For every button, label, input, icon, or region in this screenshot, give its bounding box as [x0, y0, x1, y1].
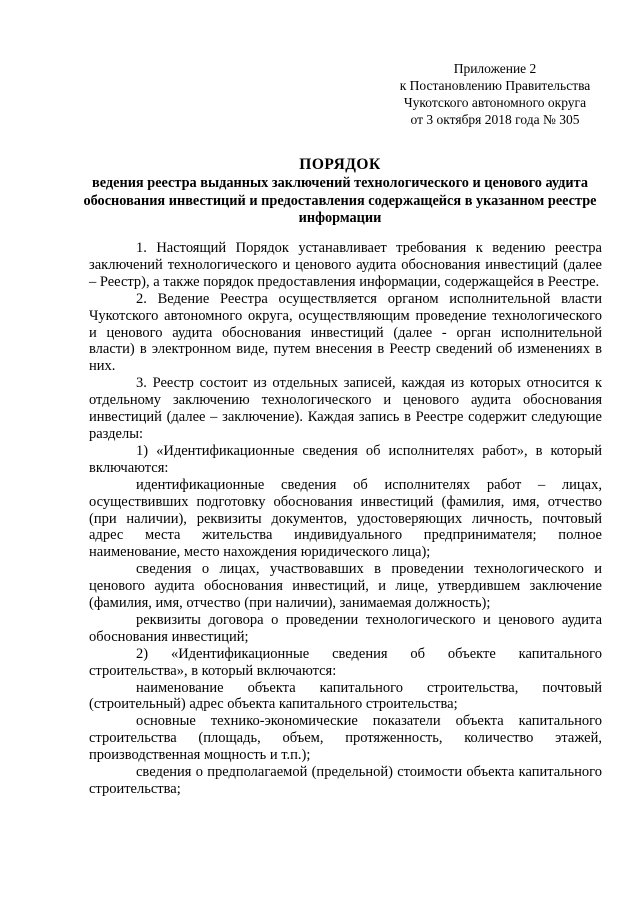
- paragraph: 1. Настоящий Порядок устанавливает требования к ведению реестра заключений технологического и ценового аудита обоснования инвестиций (далее – Реестр), а также порядок предоставления информации, содержащейся в Реестре.: [89, 240, 602, 290]
- paragraph: 2. Ведение Реестра осуществляется органом исполнительной власти Чукотского автономного округа, осуществляющим проведение технологического и ценового аудита обоснования инвестиций (далее - орган исполнительной власти) в электронном виде, путем внесения в Реестр сведений об изменениях в них.: [89, 290, 602, 375]
- title-subtitle: ведения реестра выданных заключений технологического и ценового аудита обоснования инвестиций и предоставления содержащейся в указанном реестре информации: [83, 175, 597, 226]
- appendix-line: к Постановлению Правительства: [399, 78, 591, 93]
- appendix-line: Чукотского автономного округа: [403, 95, 587, 110]
- appendix-line: Приложение 2: [453, 61, 537, 76]
- paragraph: основные технико-экономические показатели объекта капитального строительства (площадь, объем, протяженность, количество этажей, производственная мощность и т.п.);: [89, 713, 602, 764]
- title-main: ПОРЯДОК: [299, 156, 381, 173]
- document-title: [80, 155, 600, 228]
- paragraph: 1) «Идентификационные сведения об исполнителях работ», в который включаются:: [89, 442, 602, 476]
- document-body: [89, 240, 602, 798]
- paragraph: 3. Реестр состоит из отдельных записей, каждая из которых относится к отдельному заключению технологического и ценового аудита обоснования инвестиций (далее – заключение). Каждая запись в Реестре содержит следующие разделы:: [89, 375, 602, 442]
- paragraph: идентификационные сведения об исполнителях работ – лицах, осуществивших подготовку обоснования инвестиций (фамилия, имя, отчество (при наличии), реквизиты документов, удостоверяющих личность, почтовый адрес места жительства индивидуального предпринимателя; полное наименование, место нахождения юридического лица);: [89, 476, 602, 561]
- paragraph: сведения о предполагаемой (предельной) стоимости объекта капитального строительства;: [89, 764, 602, 797]
- paragraph: реквизиты договора о проведении технологического и ценового аудита обоснования инвестиций;: [89, 611, 602, 645]
- paragraph: наименование объекта капитального строительства, почтовый (строительный) адрес объекта капитального строительства;: [89, 679, 602, 713]
- paragraph: сведения о лицах, участвовавших в проведении технологического и ценового аудита обоснования инвестиций, и лице, утвердившем заключение (фамилия, имя, отчество (при наличии), занимаемая должность);: [89, 561, 602, 612]
- appendix-header: [395, 60, 595, 128]
- paragraph: 2) «Идентификационные сведения об объекте капитального строительства», в который включаются:: [89, 645, 602, 679]
- appendix-line: от 3 октября 2018 года № 305: [410, 112, 580, 127]
